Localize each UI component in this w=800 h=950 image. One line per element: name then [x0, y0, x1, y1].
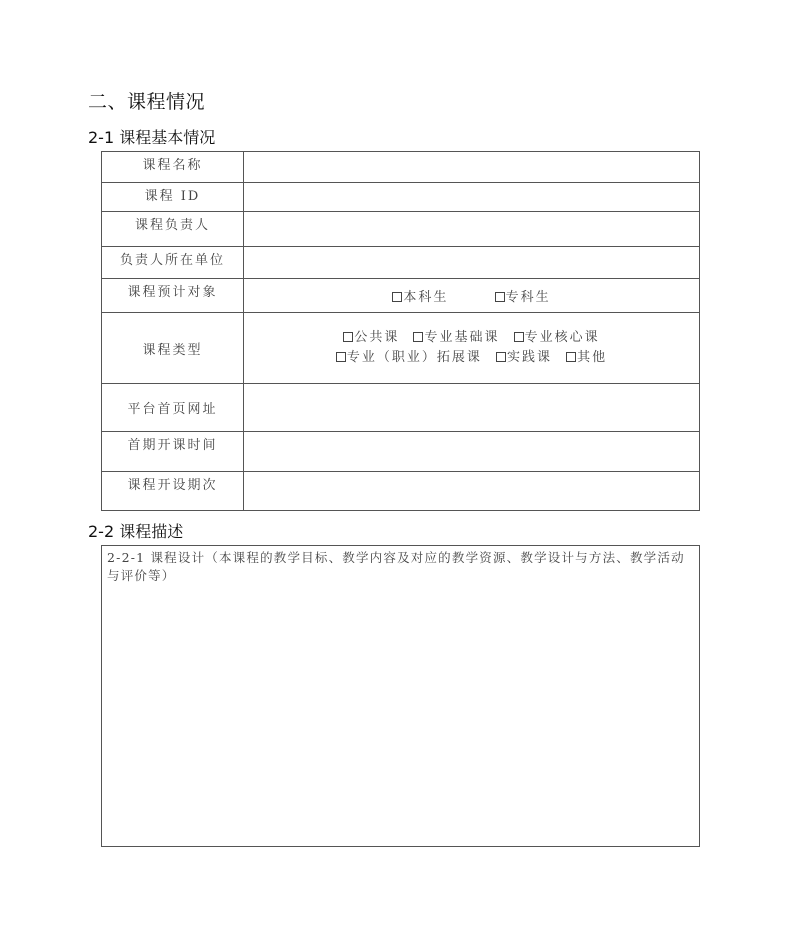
row-sessions — [102, 472, 700, 511]
checkbox-icon[interactable] — [343, 332, 353, 342]
row-course-leader — [102, 212, 700, 247]
label-sessions: 课程开设期次 — [102, 472, 244, 511]
option-label: 其他 — [577, 350, 608, 365]
checkbox-icon[interactable] — [514, 332, 524, 342]
option-public-course[interactable] — [343, 328, 399, 348]
option-label: 公共课 — [354, 330, 400, 345]
checkbox-icon[interactable] — [413, 332, 423, 342]
course-info-table — [101, 151, 700, 511]
row-course-type — [102, 313, 700, 384]
field-first-time[interactable] — [244, 432, 700, 472]
course-design-box[interactable] — [101, 545, 700, 847]
label-course-type: 课程类型 — [102, 313, 244, 384]
field-course-name[interactable] — [244, 152, 700, 183]
field-leader-unit[interactable] — [244, 247, 700, 279]
option-undergraduate[interactable] — [392, 286, 448, 305]
type-options-line-1 — [244, 328, 699, 348]
option-other[interactable] — [566, 348, 607, 368]
option-label: 本科生 — [403, 290, 449, 305]
checkbox-icon[interactable] — [336, 352, 346, 362]
course-design-prompt: 2-2-1 课程设计（本课程的教学目标、教学内容及对应的教学资源、教学设计与方法、教学活动与评价等） — [107, 550, 685, 583]
option-label: 专科生 — [505, 290, 551, 305]
row-leader-unit — [102, 247, 700, 279]
option-extension-course[interactable] — [336, 348, 482, 368]
option-practice-course[interactable] — [496, 348, 552, 368]
option-label: 专业基础课 — [424, 330, 500, 345]
checkbox-icon[interactable] — [392, 292, 402, 302]
basic-info-title: 2-1 课程基本情况 — [88, 128, 216, 147]
option-label: 实践课 — [506, 350, 552, 365]
audience-options — [244, 279, 700, 313]
course-type-options — [244, 313, 700, 384]
field-sessions[interactable] — [244, 472, 700, 511]
label-course-name: 课程名称 — [102, 152, 244, 183]
label-course-leader: 课程负责人 — [102, 212, 244, 247]
label-audience: 课程预计对象 — [102, 279, 244, 313]
field-course-leader[interactable] — [244, 212, 700, 247]
checkbox-icon[interactable] — [566, 352, 576, 362]
checkbox-icon[interactable] — [495, 292, 505, 302]
option-basic-major-course[interactable] — [413, 328, 499, 348]
option-core-major-course[interactable] — [514, 328, 600, 348]
row-first-time — [102, 432, 700, 472]
label-platform-url: 平台首页网址 — [102, 384, 244, 432]
label-course-id: 课程 ID — [102, 183, 244, 212]
label-first-time: 首期开课时间 — [102, 432, 244, 472]
description-title: 2-2 课程描述 — [88, 522, 184, 541]
field-course-id[interactable] — [244, 183, 700, 212]
label-leader-unit: 负责人所在单位 — [102, 247, 244, 279]
option-label: 专业核心课 — [524, 330, 600, 345]
checkbox-icon[interactable] — [496, 352, 506, 362]
field-platform-url[interactable] — [244, 384, 700, 432]
section-title: 二、课程情况 — [88, 91, 206, 113]
type-options-line-2 — [244, 348, 699, 368]
option-label: 专业（职业）拓展课 — [346, 350, 482, 365]
option-junior-college[interactable] — [495, 286, 551, 305]
row-course-name — [102, 152, 700, 183]
row-platform-url — [102, 384, 700, 432]
row-course-id — [102, 183, 700, 212]
row-audience — [102, 279, 700, 313]
